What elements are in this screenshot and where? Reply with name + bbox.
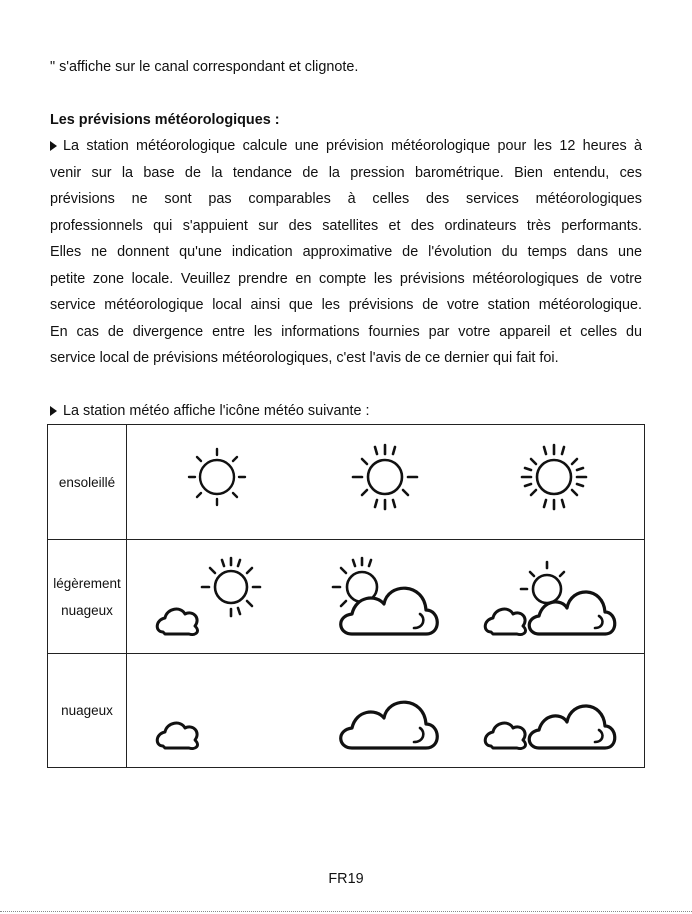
paragraph-line: En cas de divergence entre les informations fournies par votre appareil et celles du bbox=[50, 324, 642, 340]
sun-behind-large-cloud-icon bbox=[316, 552, 446, 642]
sun-full-rays-icon bbox=[504, 437, 604, 527]
paragraph-line: La station météorologique calcule une prévision météorologique pour les 12 heures à bbox=[50, 138, 642, 155]
paragraph-line: professionnels qui s'appuient sur des satellites et des ordinateurs très performants. bbox=[50, 218, 642, 234]
section-heading: Les prévisions météorologiques : bbox=[50, 112, 280, 128]
paragraph-line: service météorologique local ainsi que les prévisions de votre station météorologique. bbox=[50, 297, 642, 313]
icons-cell bbox=[127, 425, 645, 540]
sun-behind-clouds-pair-icon bbox=[481, 552, 621, 642]
paragraph-line: petite zone locale. Veuillez prendre en compte les prévisions météorologiques de votre bbox=[50, 271, 642, 287]
paragraph-line: service local de prévisions météorologiques, c'est l'avis de ce dernier qui fait foi. bbox=[50, 350, 559, 366]
small-cloud-icon bbox=[151, 666, 281, 756]
table-row bbox=[48, 425, 645, 540]
sun-broken-rays-icon bbox=[335, 437, 435, 527]
table-row bbox=[48, 654, 645, 768]
icons-intro: La station météo affiche l'icône météo suivante : bbox=[50, 403, 642, 420]
bullet-triangle-icon bbox=[50, 141, 57, 151]
sun-small-rays-icon bbox=[167, 437, 267, 527]
paragraph-line: venir sur la base de la tendance de la pression barométrique. Bien entendu, ces bbox=[50, 165, 642, 181]
row-label-nuageux: nuageux bbox=[48, 654, 127, 768]
icons-cell bbox=[127, 654, 645, 768]
bullet-triangle-icon bbox=[50, 406, 57, 416]
text-line: " s'affiche sur le canal correspondant et clignote. bbox=[50, 59, 359, 75]
weather-icon-table bbox=[47, 424, 645, 768]
paragraph-line: prévisions ne sont pas comparables à celles des services météorologiques bbox=[50, 191, 642, 207]
paragraph-line: Elles ne donnent qu'une indication approximative de l'évolution du temps dans une bbox=[50, 244, 642, 260]
large-cloud-icon bbox=[316, 666, 446, 756]
icons-cell bbox=[127, 540, 645, 654]
row-label-legerement-nuageux: légèrement nuageux bbox=[48, 540, 127, 654]
sun-with-small-cloud-icon bbox=[151, 552, 281, 642]
table-row bbox=[48, 540, 645, 654]
page-number: FR19 bbox=[328, 871, 364, 887]
footer-divider bbox=[0, 911, 692, 912]
row-label-ensoleille: ensoleillé bbox=[48, 425, 127, 540]
two-clouds-icon bbox=[481, 666, 621, 756]
